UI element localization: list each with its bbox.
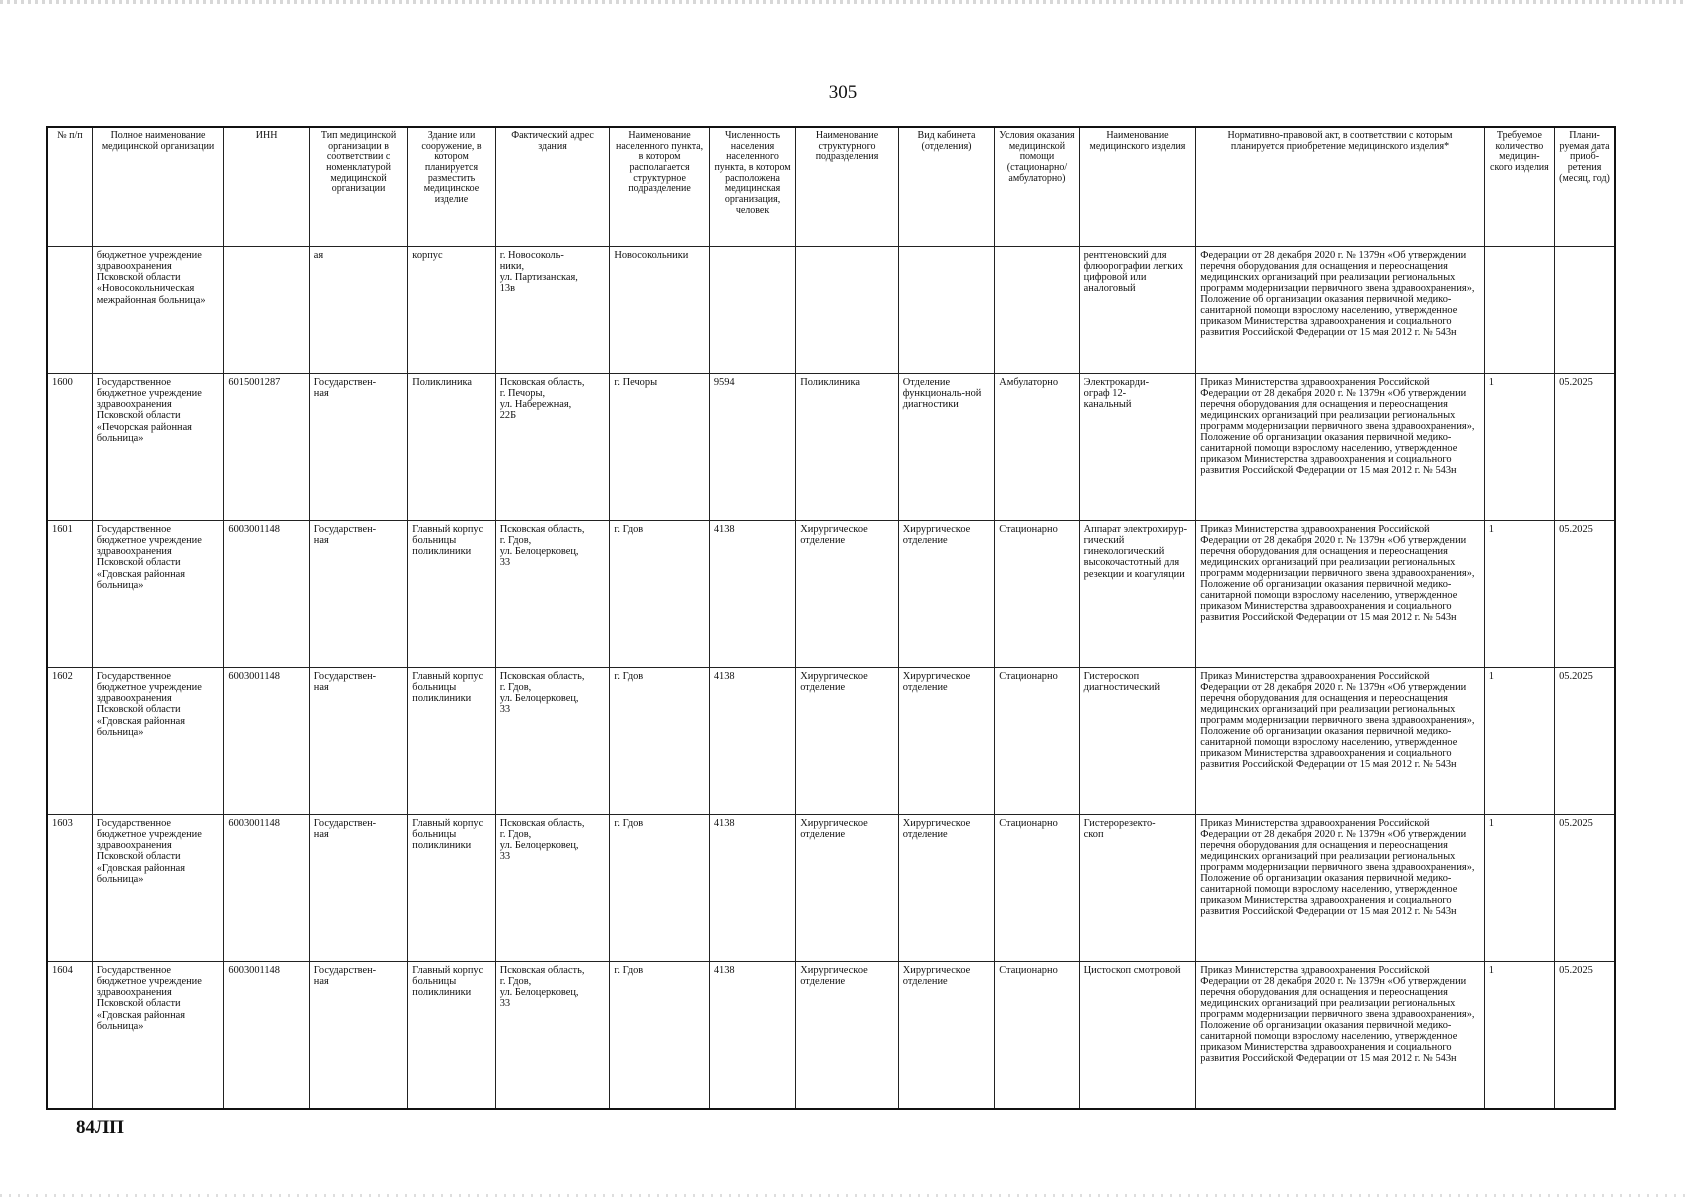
cell-device	[1079, 668, 1196, 815]
cell-building: Главный корпус больницы поликлиники	[408, 521, 495, 668]
cell-address	[495, 962, 610, 1110]
cell-cabinet: Отделение функциональ-ной диагностики	[898, 374, 994, 521]
cell-type	[309, 374, 408, 521]
cell-unit: Хирургическое отделение	[796, 521, 899, 668]
cell-unit: Хирургическое отделение	[796, 668, 899, 815]
cell-date: 05.2025	[1555, 521, 1615, 668]
cell-population: 4138	[709, 521, 795, 668]
cell-date: 05.2025	[1555, 374, 1615, 521]
cell-date	[1555, 247, 1615, 374]
col-header-num: № п/п	[47, 127, 92, 247]
cell-unit: Поликлиника	[796, 374, 899, 521]
cell-org: Государственное бюджетное учреждение здравоохранения Псковской области «Гдовская районная больница»	[92, 668, 224, 815]
cell-device-text: рентгеновский для флюорографии легких цифровой или аналоговый	[1083, 250, 1184, 295]
cell-population	[709, 247, 795, 374]
cell-date: 05.2025	[1555, 668, 1615, 815]
cell-locality: г. Гдов	[610, 668, 710, 815]
cell-address	[495, 374, 610, 521]
col-header-type: Тип медицинской организации в соответствии с номенклатурой медицинской организации	[309, 127, 408, 247]
cell-address-text: Псковская область, г. Гдов, ул. Белоцерковец, 33	[499, 671, 585, 716]
cell-conditions: Стационарно	[995, 962, 1079, 1110]
col-header-unit: Наименование структурного подразделения	[796, 127, 899, 247]
cell-address-text: Псковская область, г. Гдов, ул. Белоцерковец, 33	[499, 965, 585, 1010]
cell-num: 1604	[47, 962, 92, 1110]
cell-conditions: Стационарно	[995, 668, 1079, 815]
cell-device	[1079, 815, 1196, 962]
cell-inn: 6003001148	[224, 521, 309, 668]
cell-cabinet	[898, 247, 994, 374]
cell-type-text: Государствен- ная	[313, 965, 377, 988]
cell-population: 4138	[709, 962, 795, 1110]
cell-address-text: г. Новосоколь- ники, ул. Партизанская, 13в	[499, 250, 578, 295]
cell-address-text: Псковская область, г. Печоры, ул. Набережная, 22Б	[499, 377, 585, 422]
cell-type	[309, 668, 408, 815]
cell-conditions	[995, 247, 1079, 374]
cell-type-text: ая	[313, 250, 324, 261]
cell-building: Главный корпус больницы поликлиники	[408, 668, 495, 815]
col-header-cabinet: Вид кабинета (отделения)	[898, 127, 994, 247]
cell-act: Приказ Министерства здравоохранения Российской Федерации от 28 декабря 2020 г. № 1379н «Об утверждении перечня оборудования для оснащения и переоснащения медицинских организаций при реализации региональных программ модернизации первичного звена здравоохранения», Положение об организации оказания первичной медико-санитарной помощи взрослому населению, утвержденное приказом Министерства здравоохранения и социального развития Российской Федерации от 15 мая 2012 г. № 543н	[1196, 374, 1484, 521]
table-row	[47, 374, 1615, 521]
cell-population: 4138	[709, 668, 795, 815]
cell-qty	[1484, 247, 1554, 374]
col-header-qty: Требуемое количество медицин- ского изделия	[1484, 127, 1554, 247]
cell-num	[47, 247, 92, 374]
scan-edge-bottom	[0, 1194, 1686, 1197]
cell-date: 05.2025	[1555, 962, 1615, 1110]
cell-address	[495, 668, 610, 815]
cell-qty: 1	[1484, 962, 1554, 1110]
col-header-org: Полное наименование медицинской организации	[92, 127, 224, 247]
cell-population: 4138	[709, 815, 795, 962]
cell-act: Приказ Министерства здравоохранения Российской Федерации от 28 декабря 2020 г. № 1379н «Об утверждении перечня оборудования для оснащения и переоснащения медицинских организаций при реализации региональных программ модернизации первичного звена здравоохранения», Положение об организации оказания первичной медико-санитарной помощи взрослому населению, утвержденное приказом Министерства здравоохранения и социального развития Российской Федерации от 15 мая 2012 г. № 543н	[1196, 962, 1484, 1110]
cell-device-text: Гистерорезекто- скоп	[1083, 818, 1156, 841]
cell-org: Государственное бюджетное учреждение здравоохранения Псковской области «Гдовская районная больница»	[92, 962, 224, 1110]
col-header-locality: Наименование населенного пункта, в котором располагается структурное подразделение	[610, 127, 710, 247]
col-header-act: Нормативно-правовой акт, в соответствии с которым планируется приобретение медицинского изделия*	[1196, 127, 1484, 247]
footer-code: 84ЛП	[76, 1117, 124, 1138]
cell-cabinet: Хирургическое отделение	[898, 962, 994, 1110]
cell-num: 1602	[47, 668, 92, 815]
cell-unit: Хирургическое отделение	[796, 962, 899, 1110]
scan-edge-top	[0, 0, 1686, 4]
cell-device-text: Гистероскоп диагностический	[1083, 671, 1160, 694]
cell-num: 1603	[47, 815, 92, 962]
table-row	[47, 962, 1615, 1110]
cell-conditions: Стационарно	[995, 815, 1079, 962]
cell-type-text: Государствен- ная	[313, 818, 377, 841]
table-row	[47, 521, 1615, 668]
cell-num: 1600	[47, 374, 92, 521]
cell-address	[495, 815, 610, 962]
equipment-table	[46, 126, 1616, 1110]
cell-population: 9594	[709, 374, 795, 521]
table-header-row	[47, 127, 1615, 247]
cell-org: Государственное бюджетное учреждение здравоохранения Псковской области «Гдовская районная больница»	[92, 521, 224, 668]
cell-locality: г. Гдов	[610, 962, 710, 1110]
cell-conditions: Стационарно	[995, 521, 1079, 668]
cell-inn: 6003001148	[224, 815, 309, 962]
cell-building: корпус	[408, 247, 495, 374]
cell-date: 05.2025	[1555, 815, 1615, 962]
cell-conditions: Амбулаторно	[995, 374, 1079, 521]
cell-type-text: Государствен- ная	[313, 671, 377, 694]
col-header-building: Здание или сооружение, в котором планируется разместить медицинское изделие	[408, 127, 495, 247]
table-row	[47, 815, 1615, 962]
cell-org: Государственное бюджетное учреждение здравоохранения Псковской области «Гдовская районная больница»	[92, 815, 224, 962]
cell-inn: 6003001148	[224, 668, 309, 815]
cell-type	[309, 962, 408, 1110]
cell-qty: 1	[1484, 668, 1554, 815]
cell-qty: 1	[1484, 374, 1554, 521]
cell-device-text: Цистоскоп смотровой	[1083, 965, 1181, 976]
cell-device-text: Электрокарди- ограф 12- канальный	[1083, 377, 1150, 411]
cell-qty: 1	[1484, 521, 1554, 668]
cell-building: Главный корпус больницы поликлиники	[408, 815, 495, 962]
cell-type-text: Государствен- ная	[313, 524, 377, 547]
cell-locality: г. Гдов	[610, 521, 710, 668]
col-header-device: Наименование медицинского изделия	[1079, 127, 1196, 247]
cell-cabinet: Хирургическое отделение	[898, 668, 994, 815]
cell-type	[309, 815, 408, 962]
cell-address-text: Псковская область, г. Гдов, ул. Белоцерковец, 33	[499, 524, 585, 569]
cell-act: Приказ Министерства здравоохранения Российской Федерации от 28 декабря 2020 г. № 1379н «Об утверждении перечня оборудования для оснащения и переоснащения медицинских организаций при реализации региональных программ модернизации первичного звена здравоохранения», Положение об организации оказания первичной медико-санитарной помощи взрослому населению, утвержденное приказом Министерства здравоохранения и социального развития Российской Федерации от 15 мая 2012 г. № 543н	[1196, 668, 1484, 815]
cell-cabinet: Хирургическое отделение	[898, 815, 994, 962]
cell-unit: Хирургическое отделение	[796, 815, 899, 962]
cell-device-text: Аппарат электрохирур- гический гинекологический высокочастотный для резекции и коагуляции	[1083, 524, 1188, 580]
col-header-date: Плани- руемая дата приоб- ретения (месяц, год)	[1555, 127, 1615, 247]
cell-building: Главный корпус больницы поликлиники	[408, 962, 495, 1110]
cell-cabinet: Хирургическое отделение	[898, 521, 994, 668]
cell-address	[495, 521, 610, 668]
col-header-population: Численность населения населенного пункта, в котором расположена медицинская организация, человек	[709, 127, 795, 247]
cell-act: Приказ Министерства здравоохранения Российской Федерации от 28 декабря 2020 г. № 1379н «Об утверждении перечня оборудования для оснащения и переоснащения медицинских организаций при реализации региональных программ модернизации первичного звена здравоохранения», Положение об организации оказания первичной медико-санитарной помощи взрослому населению, утвержденное приказом Министерства здравоохранения и социального развития Российской Федерации от 15 мая 2012 г. № 543н	[1196, 815, 1484, 962]
cell-address-text: Псковская область, г. Гдов, ул. Белоцерковец, 33	[499, 818, 585, 863]
cell-device	[1079, 247, 1196, 374]
cell-qty: 1	[1484, 815, 1554, 962]
col-header-conditions: Условия оказания медицинской помощи (стационарно/ амбулаторно)	[995, 127, 1079, 247]
cell-act: Федерации от 28 декабря 2020 г. № 1379н «Об утверждении перечня оборудования для оснащения и переоснащения медицинских организаций при реализации региональных программ модернизации первичного звена здравоохранения», Положение об организации оказания первичной медико-санитарной помощи взрослому населению, утвержденное приказом Министерства здравоохранения и социального развития Российской Федерации от 15 мая 2012 г. № 543н	[1196, 247, 1484, 374]
col-header-inn: ИНН	[224, 127, 309, 247]
cell-num: 1601	[47, 521, 92, 668]
cell-unit	[796, 247, 899, 374]
cell-type	[309, 521, 408, 668]
table-row	[47, 247, 1615, 374]
cell-org: бюджетное учреждение здравоохранения Псковской области «Новосокольническая межрайонная больница»	[92, 247, 224, 374]
cell-address	[495, 247, 610, 374]
cell-locality: г. Печоры	[610, 374, 710, 521]
cell-locality: г. Гдов	[610, 815, 710, 962]
cell-org: Государственное бюджетное учреждение здравоохранения Псковской области «Печорская районная больница»	[92, 374, 224, 521]
cell-inn	[224, 247, 309, 374]
cell-inn: 6015001287	[224, 374, 309, 521]
cell-building: Поликлиника	[408, 374, 495, 521]
cell-locality: Новосокольники	[610, 247, 710, 374]
table-row	[47, 668, 1615, 815]
cell-device	[1079, 962, 1196, 1110]
cell-device	[1079, 374, 1196, 521]
page-number: 305	[828, 82, 858, 103]
cell-type	[309, 247, 408, 374]
cell-act: Приказ Министерства здравоохранения Российской Федерации от 28 декабря 2020 г. № 1379н «Об утверждении перечня оборудования для оснащения и переоснащения медицинских организаций при реализации региональных программ модернизации первичного звена здравоохранения», Положение об организации оказания первичной медико-санитарной помощи взрослому населению, утвержденное приказом Министерства здравоохранения и социального развития Российской Федерации от 15 мая 2012 г. № 543н	[1196, 521, 1484, 668]
cell-device	[1079, 521, 1196, 668]
col-header-address: Фактический адрес здания	[495, 127, 610, 247]
cell-type-text: Государствен- ная	[313, 377, 377, 400]
cell-inn: 6003001148	[224, 962, 309, 1110]
